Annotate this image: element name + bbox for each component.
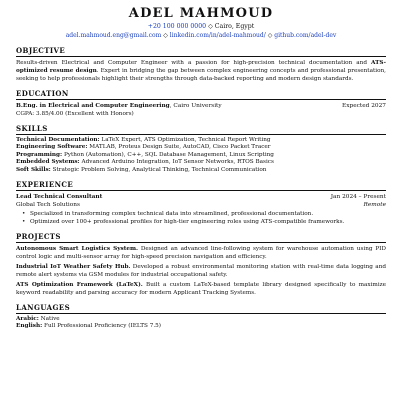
candidate-name: ADEL MAHMOUD <box>128 6 274 21</box>
skill-row: Embedded Systems: Advanced Arduino Integration, IoT Sensor Networks, RTOS Basics <box>16 159 274 166</box>
skill-row: Programming: Python (Automation), C++, SQL Database Management, Linux Scripting <box>16 151 274 158</box>
skill-row: Soft Skills: Strategic Problem Solving, Analytical Thinking, Technical Communication <box>16 166 267 173</box>
education-section <box>16 89 386 118</box>
experience-section <box>16 180 386 226</box>
project-item: ATS Optimization Framework (LaTeX). Built a custom LaTeX-based template library designed specifically to maximize keyword readability and parsing accuracy for modern Applicant Tracking Systems. <box>16 282 386 297</box>
separator: ◇ <box>163 32 168 39</box>
school: , Cairo University <box>169 103 222 109</box>
skills-section <box>16 124 386 174</box>
role: Lead Technical Consultant <box>16 194 103 201</box>
project-item: Industrial IoT Weather Safety Hub. Developed a robust environmental monitoring station with real-time data logging and remote alert systems via GSM modules for industrial occupational safety. <box>16 264 386 279</box>
objective-text: Results-driven Electrical and Computer Engineer with a passion for high-precision technical documentation and ATS-optimized resume design. Expert in bridging the gap between complex engineering concepts and professional presentation, seeking to help professionals highlight their strengths through data-backed reporting and modern design standards. <box>16 60 386 82</box>
experience-date: Jan 2024 – Present <box>330 194 386 201</box>
section-title: OBJECTIVE <box>16 46 386 57</box>
project-item: Autonomous Smart Logistics System. Designed an advanced line-following system for warehouse automation using PID control logic and multi-sensor array for high-speed precision navigation and efficiency. <box>16 246 386 261</box>
experience-bullets <box>22 210 386 226</box>
work-mode: Remote <box>363 202 386 209</box>
objective-section <box>16 46 386 83</box>
phone-number: +20 100 000 0000 <box>147 23 207 30</box>
section-title: SKILLS <box>16 124 386 135</box>
location: ◇ Cairo, Egypt <box>208 23 255 30</box>
company: Global Tech Solutions <box>16 202 80 209</box>
degree: B.Eng. in Electrical and Computer Engineering <box>16 103 170 109</box>
list-item: • Specialized in transforming complex technical data into streamlined, professional documentation. <box>22 211 314 218</box>
projects-section <box>16 232 386 297</box>
bullet-icon: • <box>22 219 26 226</box>
section-title: LANGUAGES <box>16 303 386 314</box>
education-date: Expected 2027 <box>342 103 386 109</box>
skill-row: Technical Documentation: LaTeX Expert, ATS Optimization, Technical Report Writing <box>16 137 271 143</box>
linkedin-link[interactable]: linkedin.com/in/adel-mahmoud/ <box>169 32 266 39</box>
education-row <box>16 102 386 110</box>
section-title: EDUCATION <box>16 89 386 100</box>
separator: ◇ <box>267 32 273 39</box>
bullet-icon: • <box>22 211 26 218</box>
contact-line <box>16 22 386 31</box>
resume-page <box>16 6 386 331</box>
links-line <box>16 31 386 40</box>
languages-section <box>16 303 386 331</box>
skill-row: Engineering Software: MATLAB, Proteus Design Suite, AutoCAD, Cisco Packet Tracer <box>16 144 271 151</box>
company-row <box>16 201 386 209</box>
email-link[interactable]: adel.mahmoud.eng@gmail.com <box>65 32 162 39</box>
list-item: • Optimized over 100+ professional profiles for high-tier engineering roles using ATS-compatible frameworks. <box>22 219 345 226</box>
language-row: English: Full Professional Proficiency (IELTS 7.5) <box>16 323 161 330</box>
section-title: PROJECTS <box>16 232 386 243</box>
language-row: Arabic: Native <box>16 316 60 323</box>
github-link[interactable]: github.com/adel-dev <box>274 32 337 39</box>
section-title: EXPERIENCE <box>16 180 386 191</box>
cgpa: CGPA: 3.85/4.00 (Excellent with Honors) <box>16 111 134 117</box>
experience-row <box>16 193 386 201</box>
